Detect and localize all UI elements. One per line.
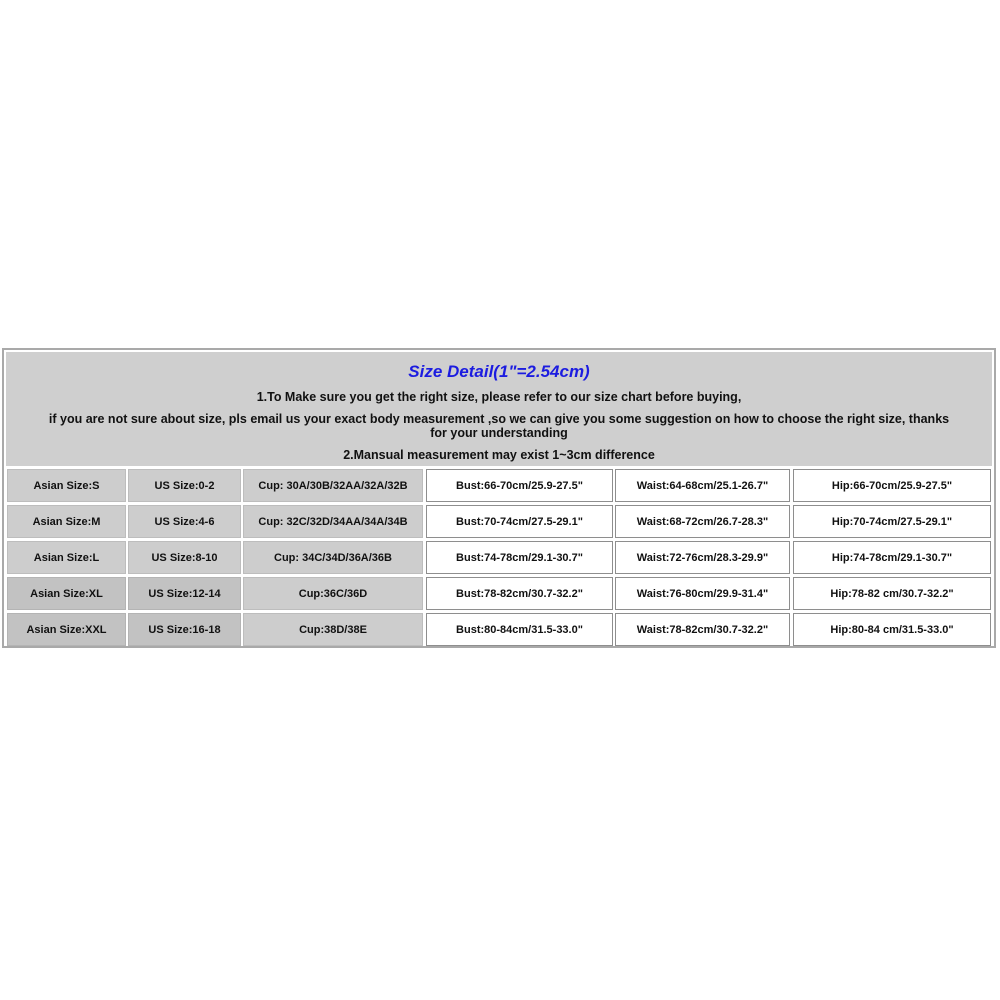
size-note-1: 1.To Make sure you get the right size, please refer to our size chart before buying, xyxy=(256,390,742,404)
waist-cell: Waist:68-72cm/26.7-28.3" xyxy=(615,505,790,538)
asian-size-cell: Asian Size:S xyxy=(7,469,126,502)
us-size-cell: US Size:16-18 xyxy=(128,613,241,646)
us-size-cell: US Size:12-14 xyxy=(128,577,241,610)
asian-size-cell: Asian Size:XL xyxy=(7,577,126,610)
us-size-cell: US Size:8-10 xyxy=(128,541,241,574)
cup-size-cell: Cup: 30A/30B/32AA/32A/32B xyxy=(243,469,423,502)
us-size-cell: US Size:0-2 xyxy=(128,469,241,502)
hip-cell: Hip:74-78cm/29.1-30.7" xyxy=(793,541,991,574)
size-note-2: if you are not sure about size, pls email us your exact body measurement ,so we can give you some suggestion on how to choose the right size, thanks for your understanding xyxy=(48,412,950,440)
cup-size-cell: Cup:36C/36D xyxy=(243,577,423,610)
bust-cell: Bust:70-74cm/27.5-29.1" xyxy=(426,505,613,538)
bust-cell: Bust:78-82cm/30.7-32.2" xyxy=(426,577,613,610)
waist-cell: Waist:76-80cm/29.9-31.4" xyxy=(615,577,790,610)
waist-cell: Waist:72-76cm/28.3-29.9" xyxy=(615,541,790,574)
asian-size-cell: Asian Size:XXL xyxy=(7,613,126,646)
cup-size-cell: Cup: 34C/34D/36A/36B xyxy=(243,541,423,574)
size-chart-header xyxy=(6,352,992,466)
waist-cell: Waist:64-68cm/25.1-26.7" xyxy=(615,469,790,502)
asian-size-cell: Asian Size:M xyxy=(7,505,126,538)
us-size-cell: US Size:4-6 xyxy=(128,505,241,538)
hip-cell: Hip:78-82 cm/30.7-32.2" xyxy=(793,577,991,610)
hip-cell: Hip:80-84 cm/31.5-33.0" xyxy=(793,613,991,646)
size-chart-title: Size Detail(1"=2.54cm) xyxy=(408,362,590,381)
bust-cell: Bust:80-84cm/31.5-33.0" xyxy=(426,613,613,646)
hip-cell: Hip:66-70cm/25.9-27.5" xyxy=(793,469,991,502)
size-row-m xyxy=(6,504,992,540)
size-row-xxl xyxy=(6,612,992,648)
size-chart xyxy=(2,348,996,648)
bust-cell: Bust:66-70cm/25.9-27.5" xyxy=(426,469,613,502)
asian-size-cell: Asian Size:L xyxy=(7,541,126,574)
bust-cell: Bust:74-78cm/29.1-30.7" xyxy=(426,541,613,574)
size-table xyxy=(6,468,992,648)
waist-cell: Waist:78-82cm/30.7-32.2" xyxy=(615,613,790,646)
cup-size-cell: Cup:38D/38E xyxy=(243,613,423,646)
size-row-l xyxy=(6,540,992,576)
size-row-xl xyxy=(6,576,992,612)
hip-cell: Hip:70-74cm/27.5-29.1" xyxy=(793,505,991,538)
size-row-s xyxy=(6,468,992,504)
size-note-3: 2.Mansual measurement may exist 1~3cm difference xyxy=(343,448,655,462)
cup-size-cell: Cup: 32C/32D/34AA/34A/34B xyxy=(243,505,423,538)
